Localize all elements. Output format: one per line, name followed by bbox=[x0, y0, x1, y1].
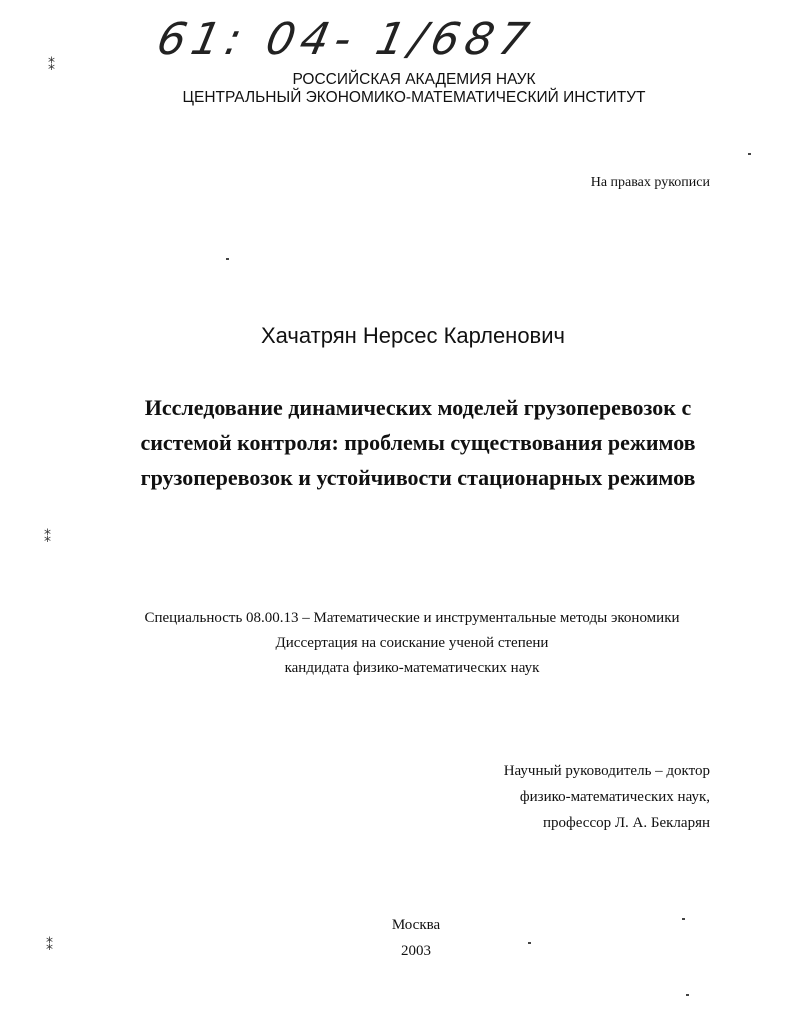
scan-mark-icon: ⁑ bbox=[44, 530, 51, 546]
supervisor-line-1: Научный руководитель – доктор bbox=[503, 763, 710, 779]
scan-mark-icon: ⁑ bbox=[46, 938, 53, 954]
place-and-year bbox=[18, 912, 796, 964]
handwritten-archive-number: 61: 04- 1/687 bbox=[152, 14, 539, 65]
thesis-title-line-2: системой контроля: проблемы существования режимов bbox=[140, 430, 696, 455]
manuscript-rights-note: На правах рукописи bbox=[590, 175, 710, 190]
thesis-title bbox=[120, 390, 716, 495]
supervisor-line-3: профессор Л. А. Бекларян bbox=[543, 815, 710, 831]
scan-dot bbox=[686, 994, 689, 996]
scan-mark-icon: ⁑ bbox=[48, 58, 55, 74]
scan-dot bbox=[528, 942, 531, 944]
thesis-title-line-1: Исследование динамических моделей грузоперевозок с bbox=[144, 395, 692, 420]
thesis-title-line-3: грузоперевозок и устойчивости стационарных режимов bbox=[140, 465, 696, 490]
year: 2003 bbox=[401, 943, 431, 959]
scan-dot bbox=[682, 918, 685, 920]
supervisor-line-2: физико-математических наук, bbox=[519, 789, 710, 805]
organization-line-2: ЦЕНТРАЛЬНЫЙ ЭКОНОМИКО-МАТЕМАТИЧЕСКИЙ ИНСТИТУТ bbox=[182, 89, 646, 106]
author-name: Хачатрян Нерсес Карленович bbox=[260, 323, 565, 348]
scan-dot bbox=[226, 258, 229, 260]
scan-dot bbox=[748, 153, 751, 155]
degree-field-line: кандидата физико-математических наук bbox=[284, 660, 540, 676]
specialty-block bbox=[14, 606, 796, 681]
degree-line: Диссертация на соискание ученой степени bbox=[275, 635, 549, 651]
specialty-line: Специальность 08.00.13 – Математические и инструментальные методы экономики bbox=[144, 610, 680, 626]
city: Москва bbox=[391, 917, 441, 933]
organization-line-1: РОССИЙСКАЯ АКАДЕМИЯ НАУК bbox=[292, 71, 536, 88]
supervisor-block bbox=[504, 758, 710, 836]
